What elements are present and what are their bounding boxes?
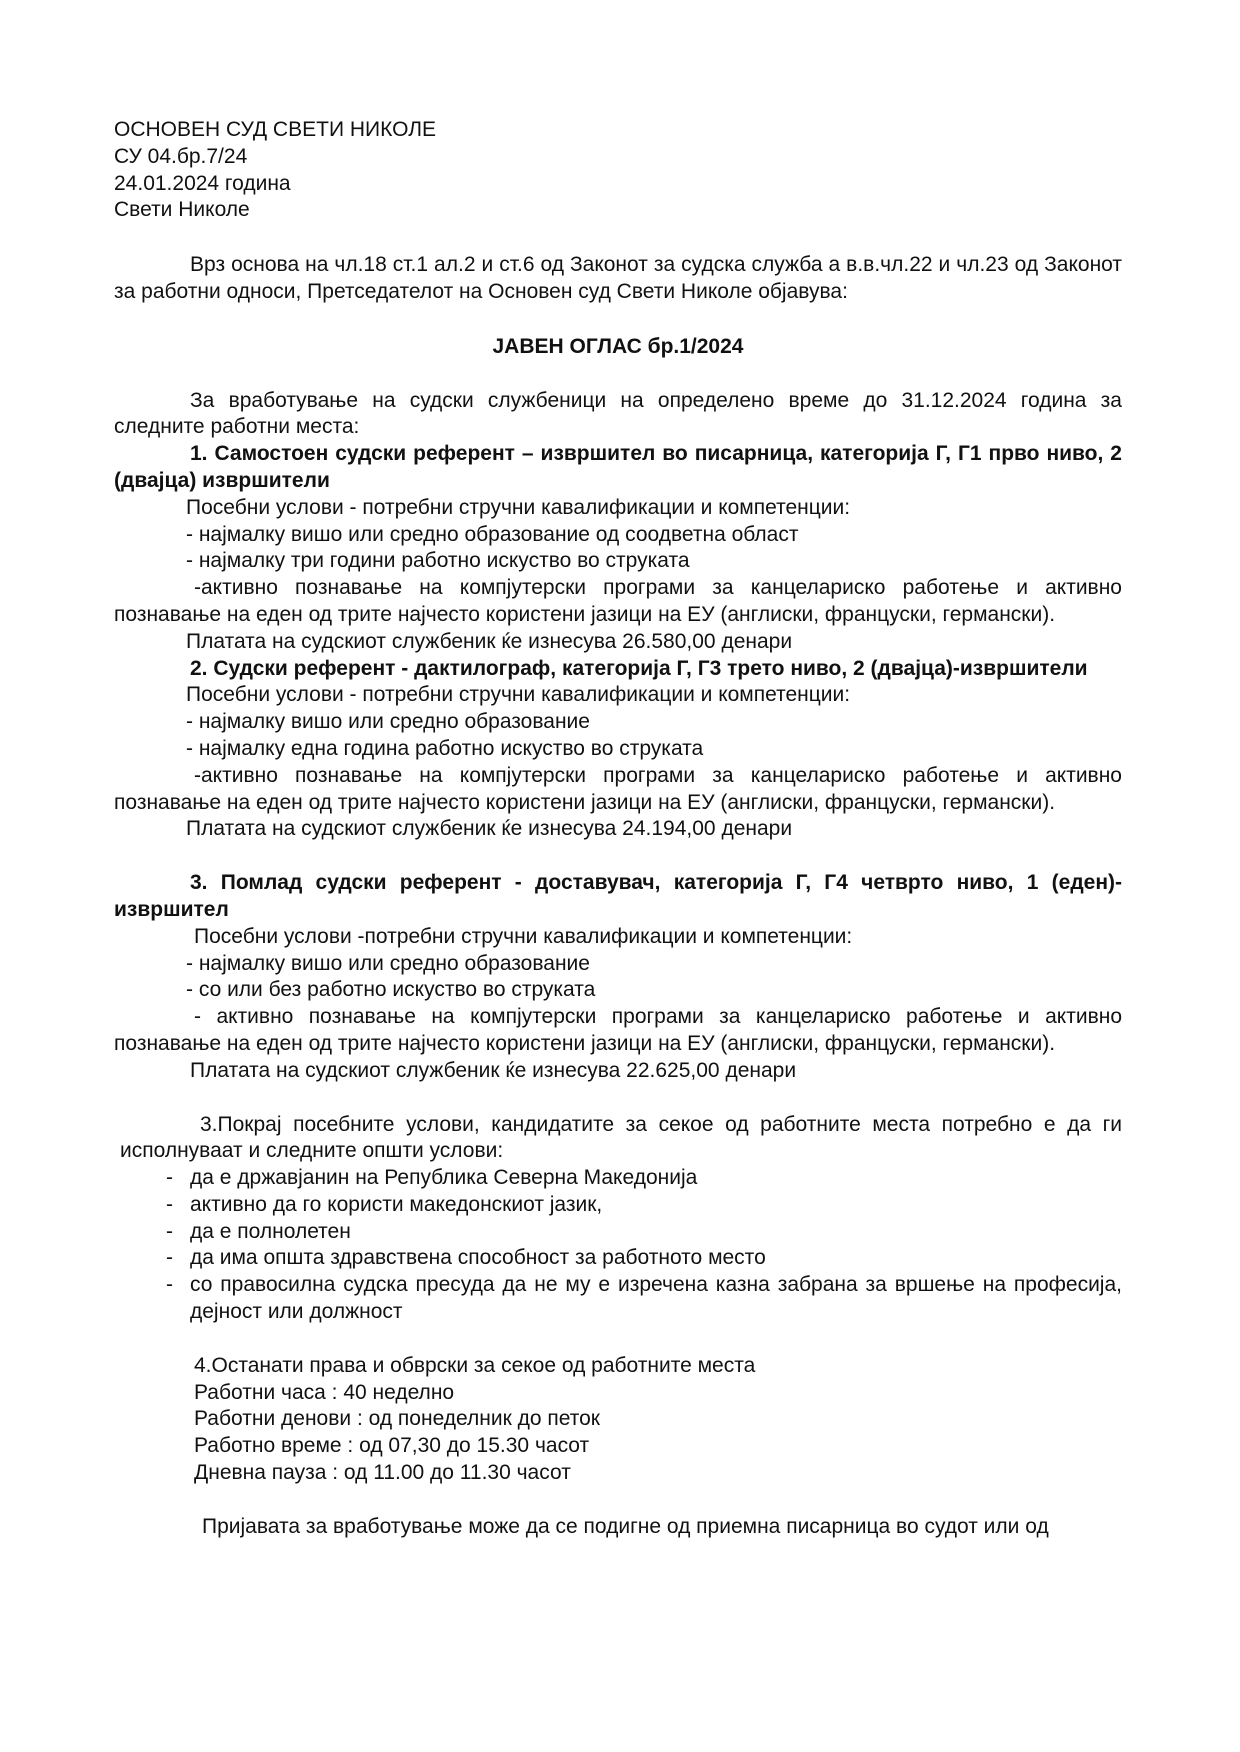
spacer — [114, 1487, 1122, 1514]
spacer — [114, 1326, 1122, 1353]
document-city: Свети Николе — [114, 198, 250, 222]
computer-requirement: - активно познавање на компјутерски програми за канцелариско работење и активно познавање на еден од трите најчесто користени јазици на ЕУ (англиски, француски, германски). — [114, 1005, 1122, 1055]
other-rights-heading: 4.Останати права и обврски за секое од работните места — [194, 1353, 756, 1377]
document-date: 24.01.2024 година — [114, 171, 291, 195]
conditions-label: Посебни услови - потребни стручни кавалификации и компетенции: — [186, 495, 851, 519]
court-name: ОСНОВЕН СУД СВЕТИ НИКОЛЕ — [114, 118, 437, 141]
computer-requirement: -активно познавање на компјутерски програми за канцелариско работење и активно познавање на еден од трите најчесто користени јазици на ЕУ (англиски, француски, германски). — [114, 763, 1122, 814]
working-hours-line: Работни часа : 40 неделно — [194, 1380, 455, 1404]
working-days-line: Работни денови : од понеделник до петок — [194, 1407, 600, 1431]
condition-item: - најмалку вишо или средно образование — [186, 710, 590, 734]
legal-basis-paragraph: Врз основа на чл.18 ст.1 ал.2 и ст.6 од Законот за судска служба а в.в.чл.22 и чл.23 од Законот за работни односи, Претседателот на Основен суд Свети Николе објавува: — [114, 253, 1122, 303]
notice-title: ЈАВЕН ОГЛАС бр.1/2024 — [492, 334, 744, 358]
list-item: - да е полнолетен — [166, 1219, 351, 1243]
general-conditions-list — [114, 1165, 1122, 1326]
list-item: - со правосилна судска пресуда да не му е изречена казна забрана за вршење на професија, дејност или должност — [166, 1273, 1122, 1324]
position-title: 2. Судски референт - дактилограф, категорија Г, Г3 трето ниво, 2 (двајца)-извршители — [190, 656, 1088, 680]
condition-item: - најмалку три години работно искуство во струката — [186, 549, 690, 573]
lead-paragraph: За вработување на судски службеници на определено време до 31.12.2024 година за следните работни места: — [114, 388, 1122, 439]
computer-requirement: -активно познавање на компјутерски програми за канцелариско работење и активно познавање на еден од трите најчесто користени јазици на ЕУ (англиски, француски, германски). — [114, 576, 1122, 626]
working-time-line: Работно време : од 07,30 до 15.30 часот — [194, 1434, 590, 1458]
general-conditions-intro: 3.Покрај посебните услови, кандидатите за секое од работните места потребно е да ги исполнуваат и следните општи услови: — [120, 1112, 1122, 1163]
position-title: 3. Помлад судски референт - доставувач, категорија Г, Г4 четврто ниво, 1 (еден)-извршител — [114, 871, 1122, 921]
break-line: Дневна пауза : од 11.00 до 11.30 часот — [194, 1461, 571, 1485]
position-block — [114, 870, 1122, 1084]
list-item: - да е државјанин на Република Северна Македонија — [166, 1166, 698, 1190]
document-header — [114, 117, 1122, 224]
position-block — [114, 656, 1122, 844]
spacer — [114, 1085, 1122, 1112]
closing-paragraph: Пријавата за вработување може да се подигне од приемна писарница во судот или од — [202, 1514, 1049, 1538]
position-block — [114, 441, 1122, 655]
condition-item: - најмалку вишо или средно образование — [186, 951, 590, 975]
condition-item: - со или без работно искуство во струката — [186, 978, 596, 1002]
position-title: 1. Самостоен судски референт – извршител во писарница, категорија Г, Г1 прво ниво, 2 (двајца) извршители — [114, 442, 1122, 492]
condition-item: - најмалку една година работно искуство во струката — [186, 736, 704, 760]
conditions-label: Посебни услови -потребни стручни кавалификации и компетенции: — [194, 924, 853, 948]
list-item: - да има општа здравствена способност за работното место — [166, 1246, 766, 1270]
salary-line: Платата на судскиот службеник ќе изнесува 24.194,00 денари — [186, 817, 793, 841]
other-rights-section — [114, 1353, 1122, 1487]
reference-number: СУ 04.бр.7/24 — [114, 144, 248, 168]
condition-item: - најмалку вишо или средно образование од соодветна област — [186, 522, 799, 546]
salary-line: Платата на судскиот службеник ќе изнесува 26.580,00 денари — [186, 629, 793, 653]
conditions-label: Посебни услови - потребни стручни кавалификации и компетенции: — [186, 683, 851, 707]
spacer — [114, 843, 1122, 870]
salary-line: Платата на судскиот службеник ќе изнесува 22.625,00 денари — [190, 1058, 797, 1082]
list-item: - активно да го користи македонскиот јазик, — [166, 1192, 603, 1216]
